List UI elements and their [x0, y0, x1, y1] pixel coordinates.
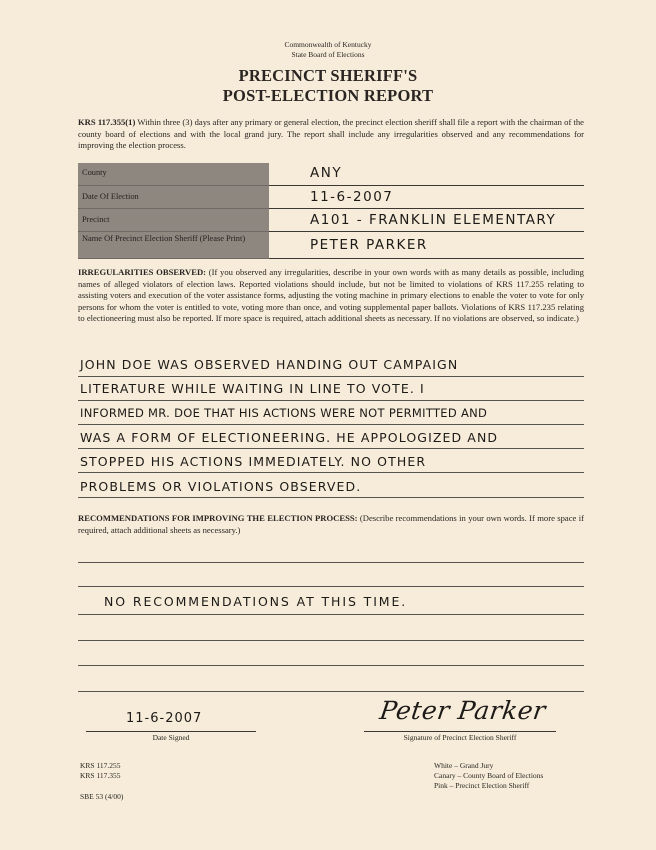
- precinct-label: Precinct: [78, 209, 269, 232]
- ruled-line: [78, 640, 584, 641]
- sheriff-name-line: [269, 258, 584, 259]
- ruled-line: [78, 472, 584, 473]
- footer-copy-canary: Canary – County Board of Elections: [434, 771, 544, 780]
- irregularity-line-5[interactable]: STOPPED HIS ACTIONS IMMEDIATELY. NO OTHER: [80, 454, 427, 469]
- county-value[interactable]: ANY: [310, 165, 343, 181]
- irregularities-paragraph: [78, 267, 584, 325]
- county-row: [78, 163, 584, 186]
- ruled-line: [78, 562, 584, 563]
- footer-krs-2: KRS 117.355: [80, 771, 121, 780]
- footer-form-number: SBE 53 (4/00): [80, 792, 124, 801]
- irregularity-line-4[interactable]: WAS A FORM OF ELECTIONEERING. HE APPOLOGIZED AND: [80, 430, 499, 445]
- sheriff-name-label: Name Of Precinct Election Sheriff (Please Print): [78, 232, 269, 259]
- date-signed-caption: Date Signed: [152, 733, 190, 742]
- intro-paragraph: [78, 117, 584, 152]
- ruled-line: [78, 665, 584, 666]
- date-value[interactable]: 11-6-2007: [310, 189, 394, 205]
- date-signed-line: [86, 731, 256, 732]
- recommendation-line[interactable]: NO RECOMMENDATIONS AT THIS TIME.: [104, 594, 408, 609]
- ruled-line: [78, 400, 584, 401]
- ruled-line: [78, 614, 584, 615]
- ruled-line: [78, 448, 584, 449]
- date-signed-value[interactable]: 11-6-2007: [126, 711, 203, 726]
- footer-krs-1: KRS 117.255: [80, 761, 121, 770]
- sheriff-name-value[interactable]: PETER PARKER: [310, 237, 428, 253]
- sheriff-name-row: [78, 232, 584, 259]
- sheriff-signature[interactable]: Peter Parker: [377, 696, 548, 725]
- irregularity-line-2[interactable]: LITERATURE WHILE WAITING IN LINE TO VOTE. I: [80, 381, 425, 396]
- date-label: Date Of Election: [78, 186, 269, 209]
- county-label: County: [78, 163, 269, 186]
- board-label: State Board of Elections: [291, 50, 365, 59]
- intro-text: Within three (3) days after any primary or general election, the precinct election sheriff shall file a report with the chairman of the county board of elections and with the local grand jury. The report shall include any irregularities observed and any recommendations for improving the election process.: [78, 117, 584, 151]
- precinct-row: [78, 209, 584, 232]
- form-title-line1: PRECINCT SHERIFF'S: [238, 66, 418, 85]
- recommendations-heading: RECOMMENDATIONS FOR IMPROVING THE ELECTION PROCESS:: [78, 513, 358, 523]
- footer-copy-white: White – Grand Jury: [434, 761, 494, 770]
- ruled-line: [78, 497, 584, 498]
- irregularities-instructions: (If you observed any irregularities, describe in your own words with as many details as possible, including names of alleged violators of election laws. Reported violations should include, but not be limited to violations of KRS 117.255 relating to assisting voters and execution of the voter assistance forms, adjusting the voting machine in primary elections to enable the voter to vote for only persons for whom the voter is entitled to vote, voting more than once, and voting supplemental paper ballots. Violations of KRS 117.235 relating to electioneering must also be reported. If more space is required, attach additional sheets as necessary. If no violations are observed, so indicate.): [78, 267, 584, 324]
- ruled-line: [78, 424, 584, 425]
- irregularity-line-6[interactable]: PROBLEMS OR VIOLATIONS OBSERVED.: [80, 479, 362, 494]
- ruled-line: [78, 691, 584, 692]
- intro-statute: KRS 117.355(1): [78, 117, 136, 127]
- footer-copy-pink: Pink – Precinct Election Sheriff: [434, 781, 530, 790]
- irregularity-line-3[interactable]: INFORMED MR. DOE THAT HIS ACTIONS WERE NOT PERMITTED AND: [80, 406, 488, 420]
- form-title-line2: POST-ELECTION REPORT: [222, 86, 434, 105]
- precinct-value[interactable]: A101 - FRANKLIN ELEMENTARY: [310, 212, 557, 228]
- ruled-line: [78, 376, 584, 377]
- recommendations-paragraph: [78, 513, 584, 536]
- date-row: [78, 186, 584, 209]
- irregularity-line-1[interactable]: JOHN DOE WAS OBSERVED HANDING OUT CAMPAIGN: [80, 357, 459, 372]
- signature-line: [364, 731, 556, 732]
- recommendations-instructions: (Describe recommendations in your own words. If more space if required, attach additional sheets as necessary.): [78, 513, 584, 535]
- irregularities-heading: IRREGULARITIES OBSERVED:: [78, 267, 207, 277]
- ruled-line: [78, 586, 584, 587]
- commonwealth-label: Commonwealth of Kentucky: [284, 40, 372, 49]
- signature-caption: Signature of Precinct Election Sheriff: [403, 733, 517, 742]
